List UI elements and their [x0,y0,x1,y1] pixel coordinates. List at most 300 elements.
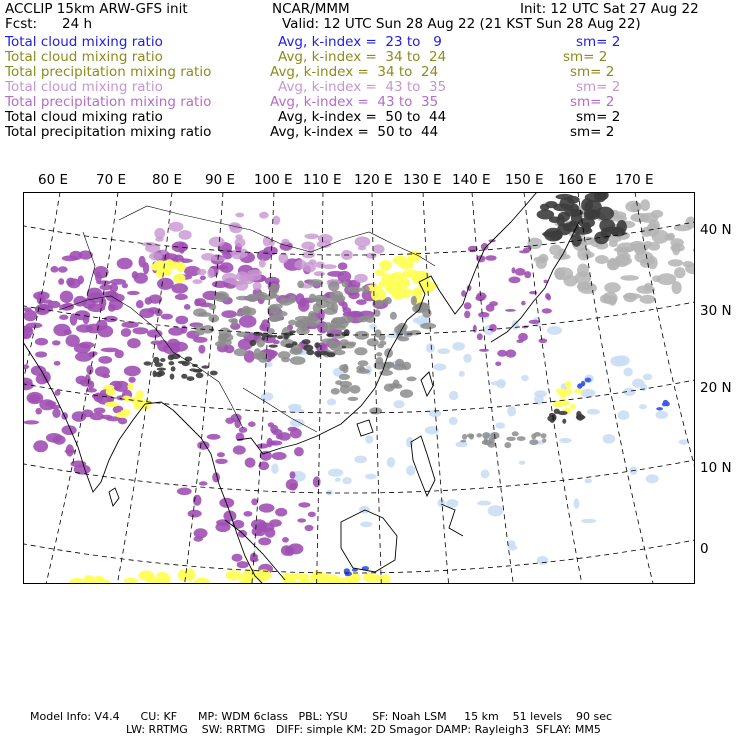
cloud-patch-lavender [272,216,280,225]
cloud-core-dark-gray [292,341,297,345]
legend-field: Total cloud mixing ratio [5,34,163,50]
cloud-core-dark-gray [314,351,321,357]
cloud-patch-gray [640,295,656,304]
cloud-core-dark-gray [547,415,556,421]
precip-patch-purple [55,390,61,396]
cloud-patch-gray [289,295,295,303]
cloud-patch-light-blue [481,470,490,479]
precip-patch-purple [168,327,184,336]
cloud-patch-light-blue [449,391,458,400]
legend-avg: Avg, k-index = 50 to 44 [278,109,447,125]
longitude-label: 80 E [152,172,182,188]
precip-patch-purple [245,458,256,468]
precip-patch-purple [175,294,188,300]
cloud-patch-gray [652,275,661,282]
precip-patch-purple [521,301,526,306]
cloud-patch-light-blue [507,540,515,547]
cloud-patch-light-blue [365,474,377,480]
cloud-core-dark-gray [302,339,311,344]
cloud-patch-gray [256,292,268,299]
cloud-patch-light-blue [446,499,458,508]
precip-patch-purple [207,434,221,440]
cloud-patch-yellow [124,578,138,584]
precip-patch-purple [478,312,489,317]
cloud-patch-lavender [212,257,226,262]
cloud-patch-lavender [235,280,248,291]
precip-patch-purple [63,303,74,310]
cloud-core-dark-gray [178,361,187,364]
precip-patch-purple [217,452,225,457]
cloud-patch-yellow [173,274,186,284]
cloud-core-dark-gray [277,335,283,339]
cloud-core-dark-gray [201,365,209,368]
cloud-patch-yellow [139,399,151,406]
cloud-patch-lavender [354,274,368,283]
cloud-patch-light-blue [459,371,465,377]
cloud-patch-gray [369,407,382,414]
cloud-patch-lavender [197,269,206,276]
precip-patch-purple [102,374,110,378]
cloud-patch-light-blue [452,342,465,351]
cloud-core-dark-gray [153,370,157,377]
precip-patch-purple [70,251,83,260]
cloud-patch-light-blue [574,498,580,509]
precip-patch-purple [74,464,91,474]
cloud-patch-light-blue [491,381,506,386]
precip-patch-purple [64,329,72,335]
cloud-patch-gray [672,243,680,255]
precip-patch-purple [193,495,202,506]
cloud-patch-yellow [574,389,583,394]
precip-patch-purple [121,328,131,337]
cloud-core-dark-gray [193,370,202,373]
cloud-patch-gray [367,338,379,346]
cloud-patch-light-blue [603,434,616,444]
cloud-patch-gray [270,304,283,310]
cloud-patch-gray [623,293,642,299]
cloud-patch-lavender [309,259,317,264]
precip-patch-purple [243,511,252,517]
longitude-label: 70 E [96,172,126,188]
longitude-label: 140 E [452,172,491,188]
legend-sm: sm= 2 [576,79,621,95]
legend-avg: Avg, k-index = 34 to 24 [278,49,447,65]
longitude-label: 130 E [403,172,442,188]
legend-sm: sm= 2 [570,124,615,140]
precip-patch-purple [327,271,344,277]
cloud-patch-light-blue [656,411,669,419]
cloud-core-dark-gray [269,345,278,348]
precip-patch-purple [124,366,141,377]
cloud-patch-lavender [229,222,241,229]
cloud-patch-gray [411,296,417,306]
cloud-core-dark-gray [314,342,320,348]
precip-patch-purple [127,291,140,295]
cloud-patch-light-blue [581,389,596,398]
precip-patch-purple [343,307,352,313]
precip-patch-purple [200,276,206,281]
cloud-patch-light-blue [639,404,647,409]
precip-patch-purple [265,528,276,538]
cloud-core-dark-gray [185,357,193,362]
forecast-hour: 24 h [62,16,93,32]
cloud-patch-lavender [355,237,371,247]
cloud-patch-gray [542,438,546,443]
cloud-patch-gray [336,319,349,328]
cloud-patch-light-blue [496,422,506,429]
precip-patch-purple [509,277,521,284]
precip-patch-purple [219,262,233,273]
cloud-patch-gray [563,275,577,286]
cloud-patch-gray [487,441,495,447]
cloud-patch-gray [309,294,316,302]
precip-patch-purple [147,329,163,337]
cloud-core-dark-gray [210,371,218,376]
precip-patch-purple [251,519,267,529]
cloud-patch-gray [295,316,311,322]
cloud-patch-yellow [399,278,410,288]
cloud-patch-light-blue [369,324,377,330]
precip-patch-purple [477,333,483,340]
weather-map [23,192,695,584]
longitude-label: 90 E [205,172,235,188]
cloud-patch-gray [614,247,634,253]
cloud-patch-gray [531,433,536,439]
cloud-patch-yellow [399,260,414,269]
cloud-patch-gray [632,243,649,253]
legend-field: Total cloud mixing ratio [5,109,163,125]
cloud-patch-gray [365,315,376,323]
precip-patch-purple [161,314,173,320]
cloud-patch-light-blue [537,556,549,565]
precip-patch-purple [263,246,277,255]
cloud-patch-gray [651,210,663,218]
cloud-patch-lavender [235,234,243,239]
cloud-core-dark-gray [584,200,601,213]
cloud-patch-gray [641,227,652,237]
cloud-patch-gray [308,311,315,320]
cloud-core-dark-gray [181,374,187,379]
cloud-patch-yellow [403,291,411,299]
cloud-patch-gray [288,320,297,326]
cloud-patch-gray [269,316,280,322]
precip-patch-purple [215,522,230,532]
precip-patch-purple [52,408,60,418]
precip-patch-purple [297,518,306,522]
cloud-patch-gray [603,292,618,305]
cloud-core-dark-gray [160,358,165,362]
cloud-patch-gray [640,199,650,211]
precip-patch-purple [193,337,207,343]
legend-field: Total precipitation mixing ratio [5,94,212,110]
cloud-patch-light-blue [360,521,372,527]
precip-patch-purple [132,327,148,334]
cloud-patch-gray [631,202,642,212]
organization: NCAR/MMM [272,1,350,17]
cloud-patch-gray [644,283,652,291]
cloud-core-dark-gray [567,196,580,204]
cloud-patch-lavender [278,253,288,264]
precip-patch-purple [52,340,61,345]
precip-patch-purple [479,349,489,352]
cloud-core-dark-gray [171,366,176,371]
legend-field: Total cloud mixing ratio [5,79,163,95]
cloud-patch-gray [529,439,538,445]
cloud-patch-gray [476,433,482,437]
precip-patch-purple [285,546,295,556]
precip-patch-purple [121,321,138,328]
precip-patch-purple [259,503,275,512]
legend-avg: Avg, k-index = 43 to 35 [270,94,439,110]
cloud-patch-gray [383,299,389,303]
precip-patch-purple [489,324,497,332]
longitude-label: 120 E [354,172,393,188]
legend-row [5,50,735,65]
latitude-label: 0 [700,541,709,557]
longitude-label: 150 E [505,172,544,188]
longitude-label: 100 E [254,172,293,188]
cloud-patch-gray [278,351,291,359]
cloud-patch-gray [420,323,436,329]
cloud-patch-gray [234,348,248,356]
precip-patch-purple [59,315,68,320]
precip-patch-purple [74,343,91,353]
cloud-patch-gray [652,230,669,244]
cloud-core-dark-gray [562,419,566,424]
cloud-patch-light-blue [290,419,305,427]
cloud-patch-light-blue [335,478,341,482]
precip-patch-purple [86,388,97,393]
cloud-patch-gray [376,352,382,356]
cloud-patch-lavender [304,234,318,240]
precip-patch-purple [237,561,249,568]
cloud-patch-light-blue [394,400,405,408]
cloud-patch-gray [356,366,364,371]
cloud-patch-gray [395,359,404,367]
latitude-label: 10 N [700,460,732,476]
precip-patch-purple [290,428,302,438]
cloud-core-dark-gray [250,340,257,346]
precip-patch-purple [295,293,304,305]
cloud-patch-light-blue [623,368,632,377]
precip-patch-purple [298,502,310,507]
legend-row [5,110,735,125]
cloud-patch-gray [549,245,562,256]
legend-row [5,95,735,110]
precip-patch-purple [538,338,547,343]
precip-patch-purple [139,256,146,268]
cloud-patch-gray [620,275,639,281]
precip-patch-purple [33,440,48,452]
cloud-patch-lavender [239,274,254,281]
cloud-patch-light-blue [507,406,516,417]
cloud-patch-gray [674,267,685,278]
cloud-patch-light-blue [632,379,644,388]
precip-patch-purple [294,447,304,456]
precip-patch-purple [545,293,550,299]
cloud-core-dark-gray [556,215,565,226]
cloud-patch-gray [328,281,339,291]
precip-patch-purple [95,271,102,282]
cloud-patch-gray [504,442,511,448]
cloud-patch-light-blue [406,437,413,448]
precip-patch-purple [275,508,287,517]
cloud-patch-yellow [560,401,570,406]
cloud-patch-yellow [365,577,379,583]
precip-patch-purple [290,471,296,479]
cloud-patch-light-blue [271,463,278,474]
cloud-patch-gray [290,356,306,365]
cloud-patch-gray [358,360,369,366]
cloud-patch-lavender [192,279,202,284]
legend-row [5,125,735,140]
cloud-patch-light-blue [547,326,562,335]
cloud-patch-gray [308,279,324,286]
precip-patch-purple [476,292,486,300]
cloud-patch-lavender [259,212,269,219]
cloud-patch-yellow [381,273,392,284]
cloud-core-dark-gray [187,376,195,381]
cloud-patch-yellow [565,381,571,389]
precip-patch-purple [58,278,64,285]
cloud-core-dark-gray [170,374,175,380]
cloud-patch-lavender [222,273,237,283]
legend-avg: Avg, k-index = 50 to 44 [270,124,439,140]
cloud-core-dark-gray [342,346,346,349]
precip-patch-purple [232,554,243,562]
precip-patch-purple [338,262,348,270]
precip-patch-purple [542,308,552,313]
longitude-label: 160 E [558,172,597,188]
cloud-patch-gray [517,436,526,441]
precip-patch-purple [515,268,526,276]
cloud-patch-yellow [105,402,119,407]
cloud-patch-lavender [315,262,325,268]
precip-patch-purple [282,537,289,543]
cloud-patch-light-blue [437,499,445,507]
cloud-patch-gray [243,310,251,314]
cloud-patch-gray [258,352,269,363]
cloud-patch-lavender [230,250,241,255]
precip-patch-purple [111,294,125,302]
cloud-patch-light-blue [449,417,458,425]
cloud-patch-gray [297,281,304,289]
cloud-patch-light-blue [387,457,395,468]
precip-patch-purple [199,481,208,485]
cloud-patch-gray [608,258,617,270]
cloud-core-dark-gray [154,362,163,367]
cloud-patch-light-blue [477,501,491,506]
cloud-patch-gray [462,434,467,440]
latitude-label: 40 N [700,222,732,238]
cloud-patch-gray [339,374,350,380]
cloud-patch-gray [400,389,413,398]
cloud-patch-lavender [281,239,289,245]
cloud-patch-gray [538,254,548,263]
cloud-patch-gray [527,238,542,249]
cloud-patch-gray [460,440,466,443]
valid-time: Valid: 12 UTC Sun 28 Aug 22 (21 KST Sun 28 Aug 22) [282,16,641,32]
cloud-patch-yellow [381,260,391,271]
cloud-patch-light-blue [643,374,653,381]
cloud-patch-gray [390,312,397,320]
precip-patch-purple [171,283,188,293]
cloud-core-dark-gray [342,332,349,336]
cloud-patch-light-blue [354,456,367,464]
precip-patch-purple [313,476,321,487]
cloud-patch-lavender [294,260,306,270]
legend-field: Total cloud mixing ratio [5,49,163,65]
precip-patch-purple [35,408,42,415]
precip-patch-purple [58,266,68,272]
precip-patch-purple [239,315,257,327]
precip-patch-purple [100,284,113,290]
cloud-patch-light-blue [406,465,415,475]
legend-sm: sm= 2 [570,64,615,80]
cloud-patch-gray [324,297,340,303]
cloud-patch-gray [577,248,591,261]
precip-patch-purple [512,267,516,273]
cloud-patch-gray [541,433,547,438]
cloud-core-dark-gray [273,335,277,338]
cloud-patch-gray [482,432,490,439]
cloud-patch-lavender [259,259,266,268]
precip-patch-purple [489,301,498,306]
cloud-patch-gray [377,344,384,348]
cloud-patch-gray [354,347,367,355]
cloud-patch-gray [484,438,488,445]
init-time: Init: 12 UTC Sat 27 Aug 22 [520,1,699,17]
cloud-patch-gray [554,267,565,280]
legend-field: Total precipitation mixing ratio [5,64,212,80]
precip-patch-purple [464,302,472,309]
longitude-label: 110 E [303,172,342,188]
cloud-patch-yellow [157,264,169,275]
cloud-core-dark-gray [169,361,175,365]
cloud-patch-light-blue [455,442,467,448]
cloud-patch-yellow [402,270,419,278]
precip-patch-purple [24,420,40,424]
cloud-patch-gray [672,281,682,294]
cloud-core-dark-gray [144,361,152,365]
cloud-core-dark-gray [558,411,568,415]
cloud-patch-gray [578,282,597,294]
cloud-patch-yellow [556,388,567,393]
cloud-patch-gray [648,256,658,269]
cloud-patch-yellow [322,575,338,581]
precip-patch-purple [127,338,141,348]
cloud-core-dark-gray [544,228,563,242]
cloud-patch-lavender [169,222,184,232]
cloud-patch-gray [469,434,474,439]
legend-sm: sm= 2 [570,94,615,110]
cloud-patch-yellow [115,412,128,418]
precip-patch-purple [46,433,62,443]
cloud-core-dark-gray [168,354,175,360]
cloud-patch-gray [506,437,516,441]
precip-patch-purple [74,310,90,320]
cloud-patch-lavender [358,246,366,251]
precip-patch-purple [115,350,124,359]
precip-patch-purple [505,350,516,358]
cloud-patch-light-blue [646,474,659,483]
longitude-label: 170 E [615,172,654,188]
cloud-core-dark-gray [196,373,204,379]
cloud-patch-light-blue [679,439,688,445]
cloud-patch-yellow [291,573,309,579]
cloud-patch-yellow [134,401,140,410]
cloud-patch-gray [577,264,589,278]
